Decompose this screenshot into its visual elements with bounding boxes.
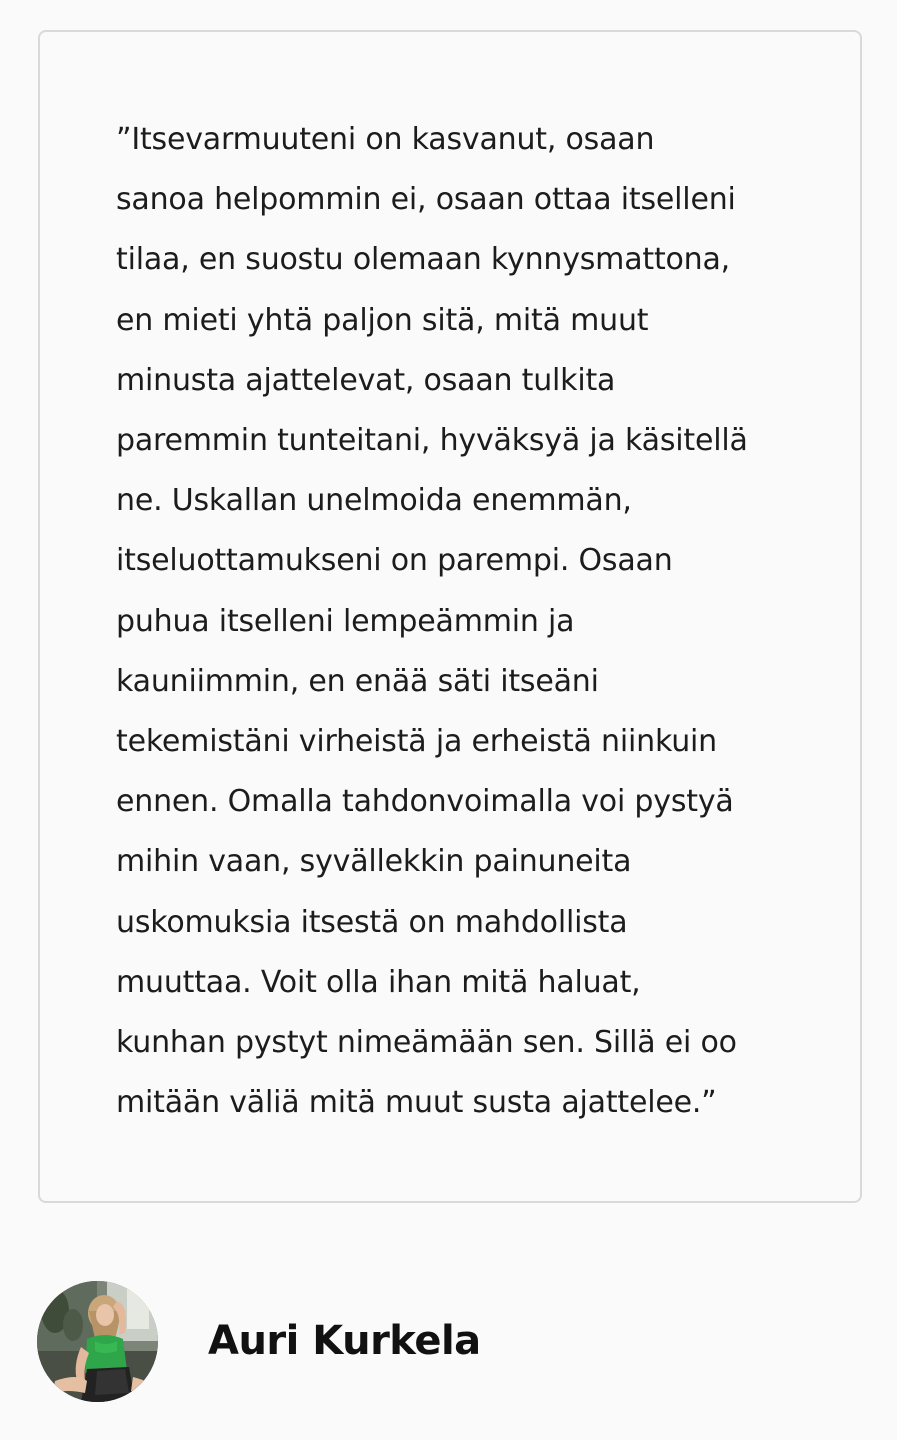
testimonial-card (38, 30, 862, 1203)
author-block (37, 1281, 837, 1403)
author-name: Auri Kurkela (208, 1318, 481, 1364)
author-avatar[interactable] (37, 1281, 158, 1402)
person-photo-avatar-icon (37, 1281, 158, 1402)
testimonial-quote: ”Itsevarmuuteni on kasvanut, osaan sanoa helpommin ei, osaan ottaa itselleni tilaa, en suostu olemaan kynnysmattona, en mieti yhtä paljon sitä, mitä muut minusta ajattelevat, osaan tulkita paremmin tunteitani, hyväksyä ja käsitellä ne. Uskallan unelmoida enemmän, itseluottamukseni on parempi. Osaan puhua itselleni lempeämmin ja kauniimmin, en enää säti itseäni tekemistäni virheistä ja erheistä niinkuin ennen. Omalla tahdonvoimalla voi pystyä mihin vaan, syvällekkin painuneita uskomuksia itsestä on mahdollista muuttaa. Voit olla ihan mitä haluat, kunhan pystyt nimeämään sen. Sillä ei oo mitään väliä mitä muut susta ajattelee.” (116, 122, 748, 1121)
